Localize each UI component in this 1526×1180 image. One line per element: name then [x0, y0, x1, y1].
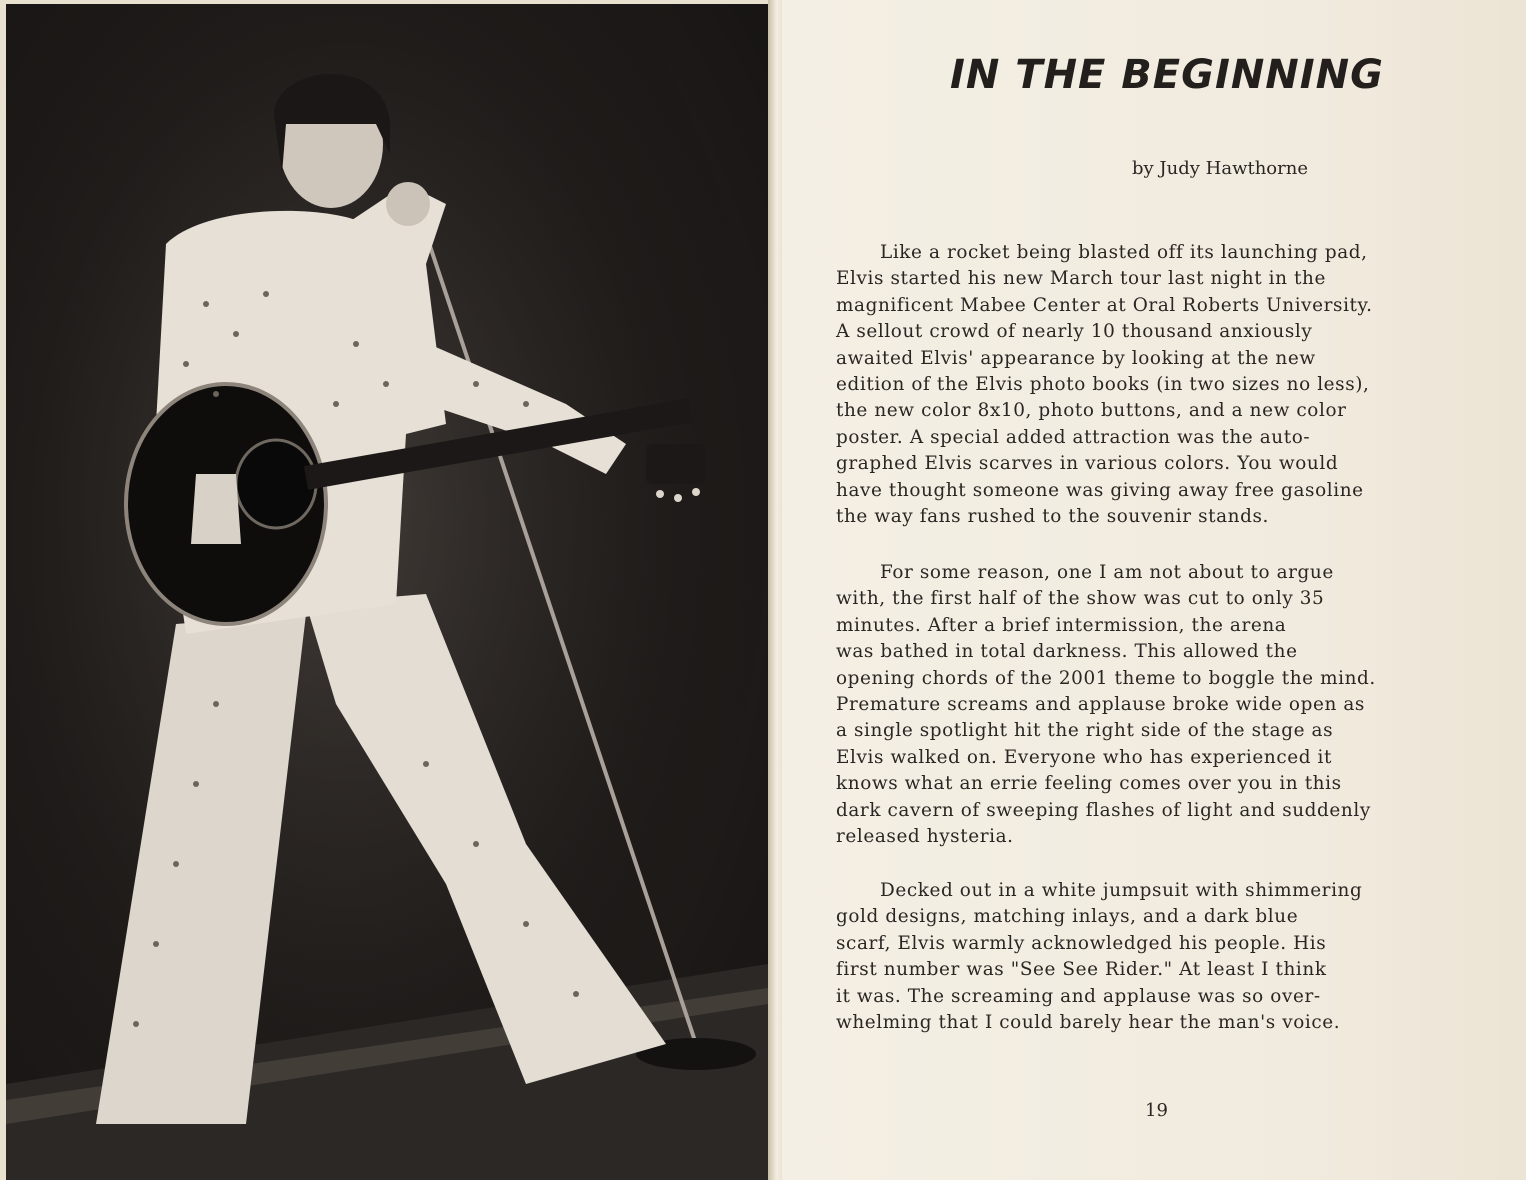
concert-photo	[6, 4, 768, 1180]
text-line: graphed Elvis scarves in various colors. You would	[836, 453, 1339, 475]
performer-photo-illustration	[6, 4, 768, 1180]
text-line: Like a rocket being blasted off its launching pad,	[880, 242, 1368, 263]
text-line: A sellout crowd of nearly 10 thousand anxiously	[836, 321, 1313, 343]
text-line: minutes. After a brief intermission, the arena	[836, 614, 1287, 636]
article-byline: by Judy Hawthorne	[1132, 158, 1308, 179]
article-paragraph-3	[836, 878, 1476, 1036]
article-paragraph-2	[836, 560, 1476, 850]
text-line: it was. The screaming and applause was so over-	[836, 985, 1321, 1007]
text-line: a single spotlight hit the right side of the stage as	[836, 720, 1334, 742]
text-line: awaited Elvis' appearance by looking at the new	[836, 347, 1316, 369]
text-line: Elvis walked on. Everyone who has experienced it	[836, 746, 1333, 768]
text-line: opening chords of the 2001 theme to boggle the mind.	[836, 667, 1376, 689]
page-gutter	[768, 0, 782, 1180]
text-line: magnificent Mabee Center at Oral Roberts University.	[836, 294, 1373, 316]
article-title: IN THE BEGINNING	[950, 52, 1384, 98]
text-line: poster. A special added attraction was the auto-	[836, 426, 1311, 448]
article-paragraph-1	[836, 240, 1476, 530]
text-line: whelming that I could barely hear the man's voice.	[836, 1012, 1341, 1034]
text-line: with, the first half of the show was cut to only 35	[836, 588, 1325, 610]
text-line: edition of the Elvis photo books (in two sizes no less),	[836, 374, 1370, 396]
text-line: have thought someone was giving away free gasoline	[836, 479, 1364, 501]
text-line: the new color 8x10, photo buttons, and a new color	[836, 400, 1347, 422]
text-line: released hysteria.	[836, 826, 1014, 848]
text-line: knows what an errie feeling comes over you in this	[836, 773, 1342, 795]
text-line: scarf, Elvis warmly acknowledged his people. His	[836, 932, 1327, 954]
text-line: gold designs, matching inlays, and a dark blue	[836, 906, 1299, 928]
text-line: Decked out in a white jumpsuit with shimmering	[880, 880, 1363, 901]
text-line: dark cavern of sweeping flashes of light and suddenly	[836, 799, 1371, 821]
right-page	[782, 0, 1526, 1180]
text-line: Premature screams and applause broke wide open as	[836, 694, 1365, 716]
text-line: the way fans rushed to the souvenir stands.	[836, 506, 1269, 528]
page-number: 19	[1145, 1100, 1168, 1121]
text-line: Elvis started his new March tour last night in the	[836, 268, 1326, 290]
text-line: was bathed in total darkness. This allowed the	[836, 641, 1298, 663]
text-line: For some reason, one I am not about to argue	[880, 562, 1334, 583]
text-line: first number was "See See Rider." At least I think	[836, 959, 1327, 981]
